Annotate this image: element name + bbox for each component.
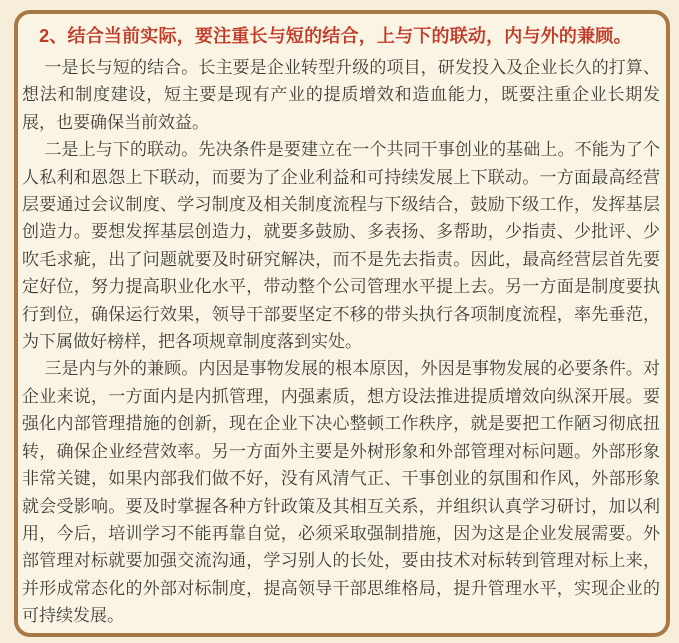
section-heading: 2、结合当前实际，要注重长与短的结合，上与下的联动，内与外的兼顾。	[39, 26, 632, 46]
paragraph: 二是上与下的联动。先决条件是要建立在一个共同干事创业的基础上。不能为了个人私利和恩怨上下联动，而要为了企业利益和可持续发展上下联动。一方面最高经营层要通过会议制度、学习制度及相关制度流程与下级结合，鼓励下级工作，发挥基层创造力。要想发挥基层创造力，就要多鼓励、多表扬、多帮助，少指责、少批评、少吹毛求疵，出了问题就要及时研究解决，而不是先去指责。因此，最高经营层首先要定好位，努力提高职业化水平，带动整个公司管理水平提上去。另一方面是制度要执行到位，确保运行效果，领导干部要坚定不移的带头执行各项制度流程，率先垂范，为下属做好榜样，把各项规章制度落到实处。	[22, 140, 660, 352]
paragraph: 三是内与外的兼顾。内因是事物发展的根本原因，外因是事物发展的必要条件。对企业来说，一方面内是内抓管理，内强素质，想方设法推进提质增效向纵深开展。要强化内部管理措施的创新，现在企业下决心整顿工作秩序，就是要把工作陋习彻底扭转，确保企业经营效率。另一方面外主要是外树形象和外部管理对标问题。外部形象非常关键，如果内部我们做不好，没有风清气正、干事创业的氛围和作风，外部形象就会受影响。要及时掌握各种方针政策及其相互关系，并组织认真学习研讨，加以利用，今后，培训学习不能再靠自觉，必须采取强制措施，因为这是企业发展需要。外部管理对标就要加强交流沟通，学习别人的长处，要由技术对标转到管理对标上来，并形成常态化的外部对标制度，提高领导干部思维格局，提升管理水平，实现企业的可持续发展。	[22, 359, 660, 626]
paragraphs-container	[22, 54, 660, 630]
paragraph: 一是长与短的结合。长主要是企业转型升级的项目，研发投入及企业长久的打算、想法和制度建设，短主要是现有产业的提质增效和造血能力，既要注重企业长期发展，也要确保当前效益。	[22, 58, 660, 132]
document-card	[14, 10, 670, 637]
